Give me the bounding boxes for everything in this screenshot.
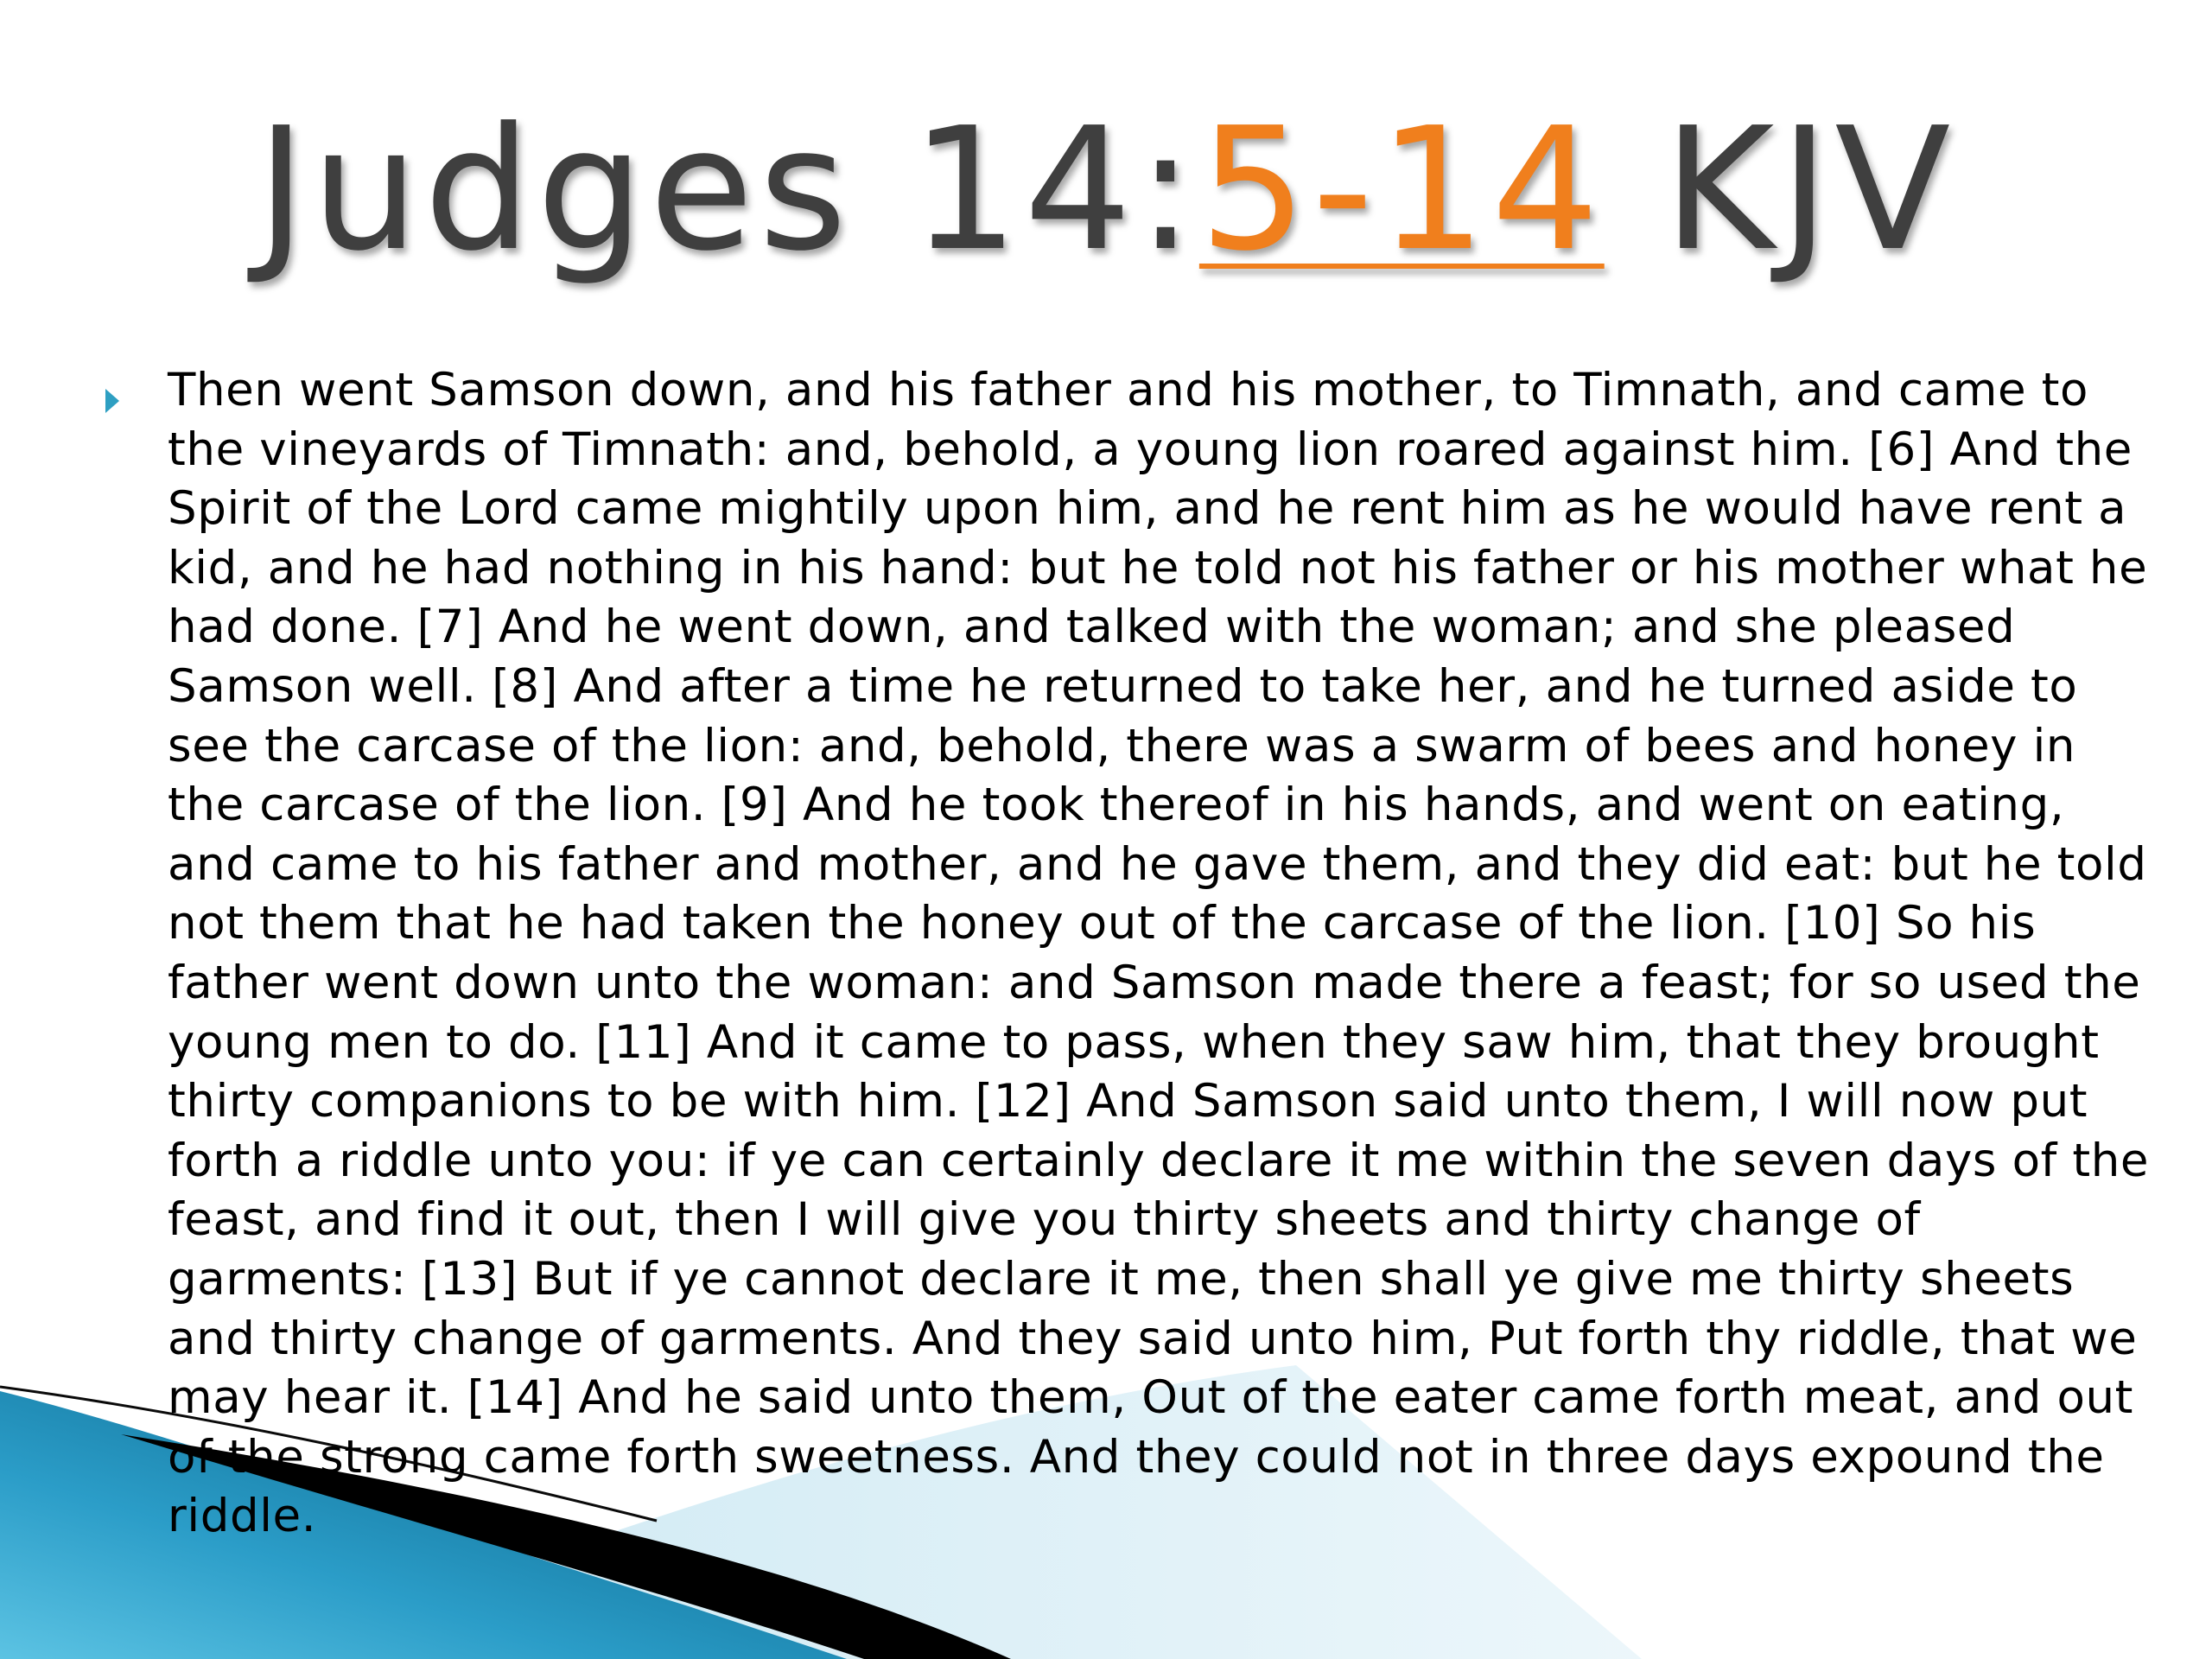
title-prefix: Judges 14: <box>256 92 1199 289</box>
slide-title <box>0 82 2212 298</box>
verse-range-link[interactable]: 5-14 <box>1198 92 1605 289</box>
slide-body <box>102 361 2158 1547</box>
scripture-passage: Then went Samson down, and his father and his mother, to Timnath, and came to the vineyards of Timnath: and, behold, a young lion roared against him. [6] And the Spirit of the Lord came mightily upon him, and he rent him as he would have rent a kid, and he had nothing in his hand: but he told not his father or his mother what he had done. [7] And he went down, and talked with the woman; and she pleased Samson well. [8] And after a time he returned to take her, and he turned aside to see the carcase of the lion: and, behold, there was a swarm of bees and honey in the carcase of the lion. [9] And he took thereof in his hands, and went on eating, and came to his father and mother, and he gave them, and they did eat: but he told not them that he had taken the honey out of the carcase of the lion. [10] So his father went down unto the woman: and Samson made there a feast; for so used the young men to do. [11] And it came to pass, when they saw him, that they brought thirty companions to be with him. [12] And Samson said unto them, I will now put forth a riddle unto you: if ye can certainly declare it me within the seven days of the feast, and find it out, then I will give you thirty sheets and thirty change of garments: [13] But if ye cannot declare it me, then shall ye give me thirty sheets and thirty change of garments. And they said unto him, Put forth thy riddle, that we may hear it. [14] And he said unto them, Out of the eater came forth meat, and out of the strong came forth sweetness. And they could not in three days expound the riddle. <box>168 364 2150 1543</box>
title-suffix: KJV <box>1604 92 1956 289</box>
triangle-right-icon <box>105 389 119 413</box>
bullet-item <box>102 361 2158 1547</box>
